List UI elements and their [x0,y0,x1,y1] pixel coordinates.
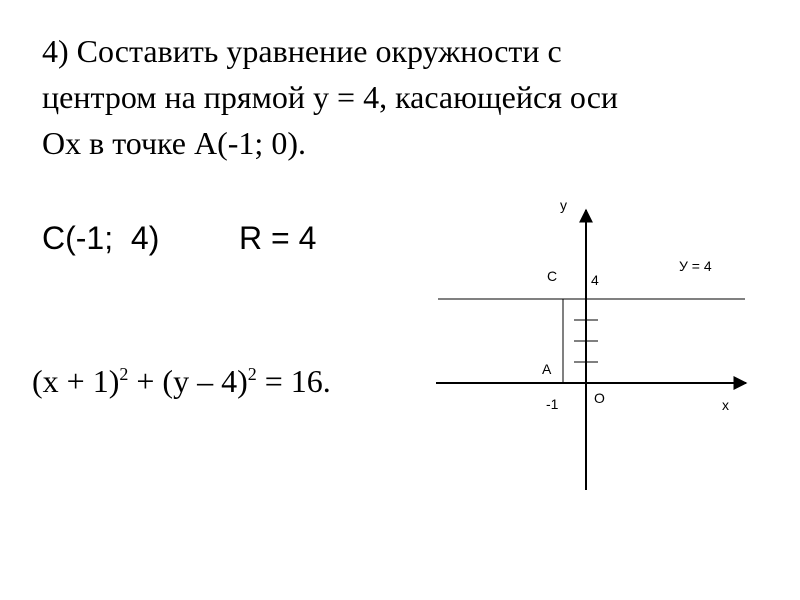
origin-label: O [594,390,605,406]
circle-center: С(-1; 4) [42,220,160,256]
point-c-label: C [547,268,558,284]
problem-line-1: 4) Составить уравнение окружности с [42,33,562,69]
line-y-equals-4-label: У = 4 [679,258,712,274]
circle-radius: R = 4 [239,220,317,256]
problem-line-3: Ох в точке А(-1; 0). [42,125,306,161]
x-tick-minus-1-label: -1 [546,396,559,412]
equation-part-3: = 16. [256,363,331,399]
equation-part-2: + (y – 4) [128,363,248,399]
equation-exponent-2: 2 [247,364,257,384]
point-a-label: A [542,361,552,377]
y-axis-label: y [560,197,567,213]
equation-part-1: (x + 1) [32,363,120,399]
x-axis-label: x [722,397,729,413]
problem-line-2: центром на прямой y = 4, касающейся оси [42,79,619,115]
equation-exponent-1: 2 [119,364,129,384]
y-tick-4-label: 4 [591,272,599,288]
